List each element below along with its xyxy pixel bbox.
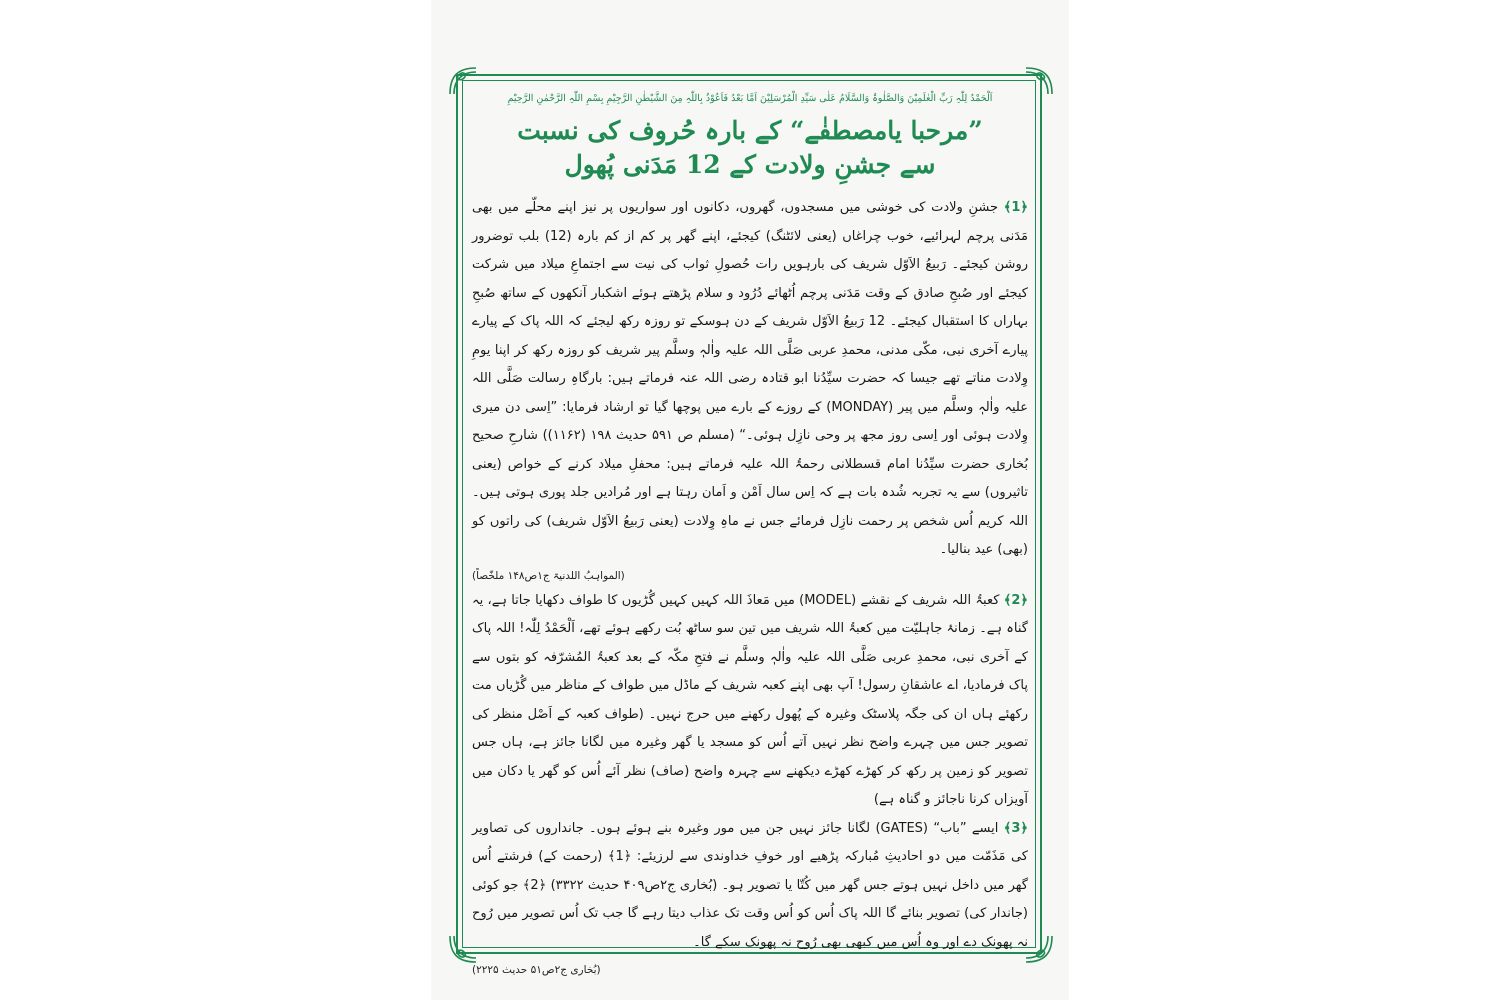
section-text: کعبۃُ اللہ شریف کے نقشے (MODEL) میں مَعاذَ اللہ کہیں کہیں گُڑیوں کا طواف دکھایا جاتا ہے، یہ گناہ ہے۔ زمانۂ جاہلیّت میں کعبۃُ اللہ شریف میں تین سو ساٹھ بُت رکھے ہوئے تھے، اَلْحَمْدُ لِلّٰہ! اللہ پاک کے آخری نبی، محمدِ عربی صَلَّی اللہ علیہ واٰلہٖ وسلَّم نے فتحِ مکّہ کے بعد کعبۃُ المُشرّفہ کو بتوں سے پاک فرمادیا، اے عاشقانِ رسول! آپ بھی اپنے کعبہ شریف کے ماڈل میں طواف کے مناظر میں گُڑیاں مت رکھئے ہاں ان کی جگہ پلاسٹک وغیرہ کے پُھول رکھنے میں حرج نہیں۔ (طواف کعبہ کے اَصْل منظر کی تصویر جس میں چہرے واضح نظر نہیں آتے اُس کو مسجد یا گھر وغیرہ میں لگانا جائز ہے، ہاں جس تصویر کو زمین پر رکھ کر کھڑے کھڑے دیکھنے سے چہرہ واضح (صاف) نظر آئے اُس کو گھر یا دکان میں آویزاں کرنا ناجائز و گناہ ہے) bbox=[472, 592, 1028, 807]
section-1-reference: (المواہبُ اللدنیۃ ج۱ص۱۴۸ ملخّصاً) bbox=[472, 569, 625, 582]
section-number: ﴿1﴾ bbox=[1003, 200, 1028, 215]
section-1 bbox=[472, 194, 1028, 565]
section-text: جشنِ ولادت کی خوشی میں مسجدوں، گھروں، دکانوں اور سواریوں پر نیز اپنے محلّے میں بھی مَدَنی پرچم لہرائیے، خوب چراغاں (یعنی لائٹنگ) کیجئے، اپنے گھر پر کم از کم بارہ (12) بلب توضرور روشن کیجئے۔ رَبیعُ الاَوّل شریف کی بارہویں رات حُصولِ ثواب کی نیت سے اجتماعِ میلاد میں شرکت کیجئے اور صُبحِ صادق کے وقت مَدَنی پرچم اُٹھائے دُرُود و سلام پڑھتے ہوئے اشکبار آنکھوں کے ساتھ صُبحِ بہاراں کا استقبال کیجئے۔ 12 رَبیعُ الاَوّل شریف کے دن ہوسکے تو روزہ رکھ لیجئے کہ اللہ پاک کے پیارے پیارے آخری نبی، مکّی مدنی، محمدِ عربی صَلَّی اللہ علیہ واٰلہٖ وسلَّم پیر شریف کو روزہ رکھ کر اپنا یومِ وِلادت مناتے تھے جیسا کہ حضرت سیِّدُنا ابو قتادہ رضی اللہ عنہ فرماتے ہیں: بارگاہِ رسالت صَلَّی اللہ علیہ واٰلہٖ وسلَّم میں پیر (MONDAY) کے روزے کے بارے میں پوچھا گیا تو ارشاد فرمایا: ”اِسی دن میری وِلادت ہوئی اور اِسی روز مجھ پر وحی نازِل ہوئی۔“ (مسلم ص ۵۹۱ حدیث ۱۹۸ (۱۱۶۲)) شارحِ صحیح بُخاری حضرت سیِّدُنا امام قسطلانی رحمۃُ اللہ علیہ فرماتے ہیں: محفلِ میلاد کرنے کے خواص (یعنی تاثیروں) سے یہ تجربہ شُدہ بات ہے کہ اِس سال اَمْن و اَمان رہتا ہے اور مُرادیں جلد پوری ہوتی ہیں۔ اللہ کریم اُس شخص پر رحمت نازِل فرمائے جس نے ماہِ وِلادت (یعنی رَبیعُ الاَوّل شریف) کی راتوں کو (بھی) عید بنالیا۔ bbox=[472, 200, 1029, 557]
page-content bbox=[472, 90, 1029, 976]
title-line-1: ”مرحبا یامصطفٰے“ کے بارہ حُروف کی نسبت bbox=[517, 116, 983, 145]
section-3 bbox=[472, 815, 1028, 958]
section-number: ﴿3﴾ bbox=[1003, 820, 1028, 836]
title-line-2: سے جشنِ ولادت کے 12 مَدَنی پُھول bbox=[564, 150, 936, 179]
bismillah-line: اَلْحَمْدُ لِلّٰہِ رَبِّ الْعٰلَمِیْنَ وَالصَّلٰوۃُ وَالسَّلَامُ عَلٰی سَیِّدِ الْمُرْسَلِیْنَ اَمَّا بَعْدُ فَاَعُوْذُ بِاللّٰہِ مِنَ الشَّیْطٰنِ الرَّجِیْمِ بِسْمِ اللّٰہِ الرَّحْمٰنِ الرَّحِیْمِ bbox=[507, 93, 993, 104]
section-text: ایسے ”باب“ (GATES) لگانا جائز نہیں جن میں مور وغیرہ بنے ہوئے ہوں۔ جانداروں کی تصاویر کی مَذَمّت میں دو احادیثِ مُبارکہ پڑھیے اور خوفِ خداوندی سے لرزیئے: ﴿1﴾ (رحمت کے) فرشتے اُس گھر میں داخل نہیں ہوتے جس گھر میں کُتّا یا تصویر ہو۔ (بُخاری ج۲ص۴۰۹ حدیث ۳۳۲۲) ﴿2﴾ جو کوئی (جاندار کی) تصویر بنائے گا اللہ پاک اُس کو اُس وقت تک عذاب دیتا رہے گا جب تک اُس تصویر میں رُوح نہ پھونک دے اور وہ اُس میں کبھی بھی رُوح نہ پھونک سکے گا۔ bbox=[472, 820, 1028, 950]
booklet-page bbox=[432, 0, 1068, 1000]
page-title bbox=[472, 114, 1028, 182]
section-3-reference: (بُخاری ج۲ص۵۱ حدیث ۲۲۲۵) bbox=[472, 964, 601, 976]
section-2 bbox=[472, 587, 1028, 815]
section-number: ﴿2﴾ bbox=[1003, 592, 1028, 608]
